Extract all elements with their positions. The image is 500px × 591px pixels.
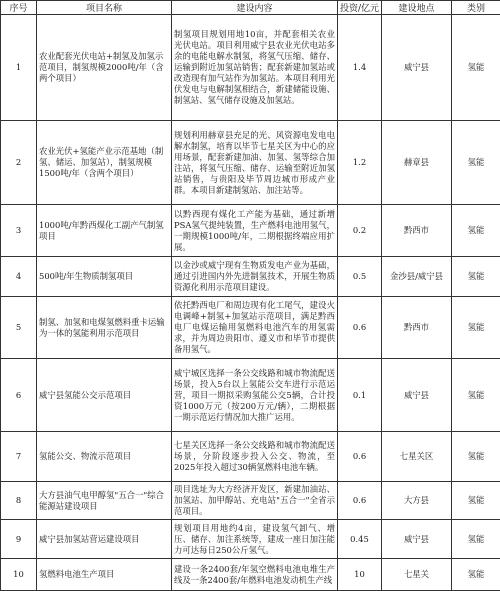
header-no: 序号 [1,1,37,15]
row-name: 1000吨/年黔西煤化工副产气制氢项目 [37,205,172,257]
row-content: 以黔西现有煤化工产能为基础，通过新增PSA氢气提纯装置，生产燃料电池用氢气，一期规模1000吨/年，二期根据终端应用扩展。 [172,205,338,257]
row-name: 500吨/年生物质制氢项目 [37,257,172,297]
row-name: 威宁县氢能公交示范项目 [37,359,172,432]
row-name: 氢能公交、物流示范项目 [37,432,172,482]
row-location: 威宁县 [382,15,452,121]
row-location: 威宁县 [382,520,452,559]
row-investment: 0.6 [338,482,382,520]
row-content: 制氢项目规划用地10亩，并配套相关农业光伏电站。项目利用威宁县农业光伏电站多余的电能电解水制氢，将氢气压缩、储存、运输到附近加氢站销售；配套新建加氢站或改造现有加气站作为加氢站。本项目利用光伏发电与电解制氢相结合，新建储能设施、制氢站、氢气储存设施及加氢站。 [172,15,338,121]
row-location: 大方县 [382,482,452,520]
table-row [1,257,500,297]
row-location: 黔西市 [382,205,452,257]
row-name: 农业光伏+氢能产业示范基地（制氢、储运、加氢站），制氢规模1500吨/年（含两个项目） [37,121,172,205]
table-row [1,482,500,520]
row-category: 氢能 [452,359,500,432]
row-investment: 0.6 [338,432,382,482]
row-location: 赫章县 [382,121,452,205]
row-name: 制氢、加氢和电煤氢燃料重卡运输为一体的氢能利用示范项目 [37,297,172,359]
table-row [1,15,500,121]
row-category: 氢能 [452,482,500,520]
row-no: 6 [1,359,37,432]
header-investment: 投资/亿元 [338,1,382,15]
row-no: 2 [1,121,37,205]
row-name: 威宁县加氢站营运建设项目 [37,520,172,559]
row-location: 七星关区 [382,432,452,482]
row-no: 10 [1,559,37,591]
header-name: 项目名称 [37,1,172,15]
table-row [1,559,500,591]
row-category: 氢能 [452,15,500,121]
header-row [1,1,500,15]
table-header [1,1,500,15]
row-category: 氢能 [452,205,500,257]
row-investment: 0.2 [338,205,382,257]
row-no: 1 [1,15,37,121]
row-content: 以金沙或威宁现有生物质发电产业为基础，通过引进国内外先进制氢技术，开展生物质资源化利用示范项目建设。 [172,257,338,297]
table-row [1,359,500,432]
table-row [1,520,500,559]
row-investment: 0.6 [338,297,382,359]
row-no: 7 [1,432,37,482]
table-row [1,297,500,359]
row-category: 氢能 [452,520,500,559]
row-content: 建设一条2400套/年氢空燃料电池电堆生产线及一条2400套/年燃料电池发动机生产线 [172,559,338,591]
row-content: 项目选址为大方经济开发区，新建加油站、加氢站、加甲醇站、充电站"五合一"全省示范项目。 [172,482,338,520]
row-content: 依托黔西电厂和周边现有化工尾气，建设火电调峰+制氢+加氢站示范项目，满足黔西电厂电煤运输用氢燃料电池汽车的用氢需求，并为周边贵阳市、遵义市和毕节市提供备用氢气。 [172,297,338,359]
row-name: 氢燃料电池生产项目 [37,559,172,591]
row-investment: 1.4 [338,15,382,121]
header-location: 建设地点 [382,1,452,15]
row-location: 黔西市 [382,297,452,359]
table-row [1,432,500,482]
row-category: 氢能 [452,432,500,482]
row-no: 9 [1,520,37,559]
row-category: 氢能 [452,121,500,205]
row-content: 七星关区选择一条公交线路和城市物流配送场景，分阶段逐步投入公交、物流，至2025年投入超过30辆氢燃料电池车辆。 [172,432,338,482]
row-investment: 1.2 [338,121,382,205]
table-row [1,205,500,257]
row-no: 4 [1,257,37,297]
row-content: 规划项目用地约4亩，建设氢气卸气、增压、储存、加注系统等，建成一座日加注能力可达每日250公斤氢气。 [172,520,338,559]
table-body [1,15,500,591]
row-investment: 10 [338,559,382,591]
row-no: 5 [1,297,37,359]
table-row [1,121,500,205]
row-location: 金沙县/威宁县 [382,257,452,297]
row-category: 氢能 [452,257,500,297]
row-no: 8 [1,482,37,520]
row-no: 3 [1,205,37,257]
row-content: 规划利用赫章县充足的光、风资源电发电电解水制氢，培育以毕节七星关区为中心的应用场景，配套新建加油、加氢、氢等综合加注站，将氢气压缩、储存、运输至附近加氢站销售，与贵阳及毕节周边城市形成产业群。本项目新建制氢站、加注站等。 [172,121,338,205]
row-name: 大方县油气电甲醇氢"五合一"综合能源站建设项目 [37,482,172,520]
row-category: 氢能 [452,559,500,591]
row-investment: 0.45 [338,520,382,559]
header-category: 类别 [452,1,500,15]
row-location: 七星关 [382,559,452,591]
header-content: 建设内容 [172,1,338,15]
row-category: 氢能 [452,297,500,359]
row-name: 农业配套光伏电站+制氢及加氢示范项目，制氢规模2000吨/年（含两个项目） [37,15,172,121]
row-location: 威宁县 [382,359,452,432]
row-investment: 0.5 [338,257,382,297]
row-content: 威宁城区选择一条公交线路和城市物流配送场景，投入5台以上氢能公交车进行示范运营，项目一期拟采购氢能公交5辆，合计投资1000万元（按200万元/辆），二期根据一期示范运行情况加大推广运用。 [172,359,338,432]
row-investment: 0.1 [338,359,382,432]
